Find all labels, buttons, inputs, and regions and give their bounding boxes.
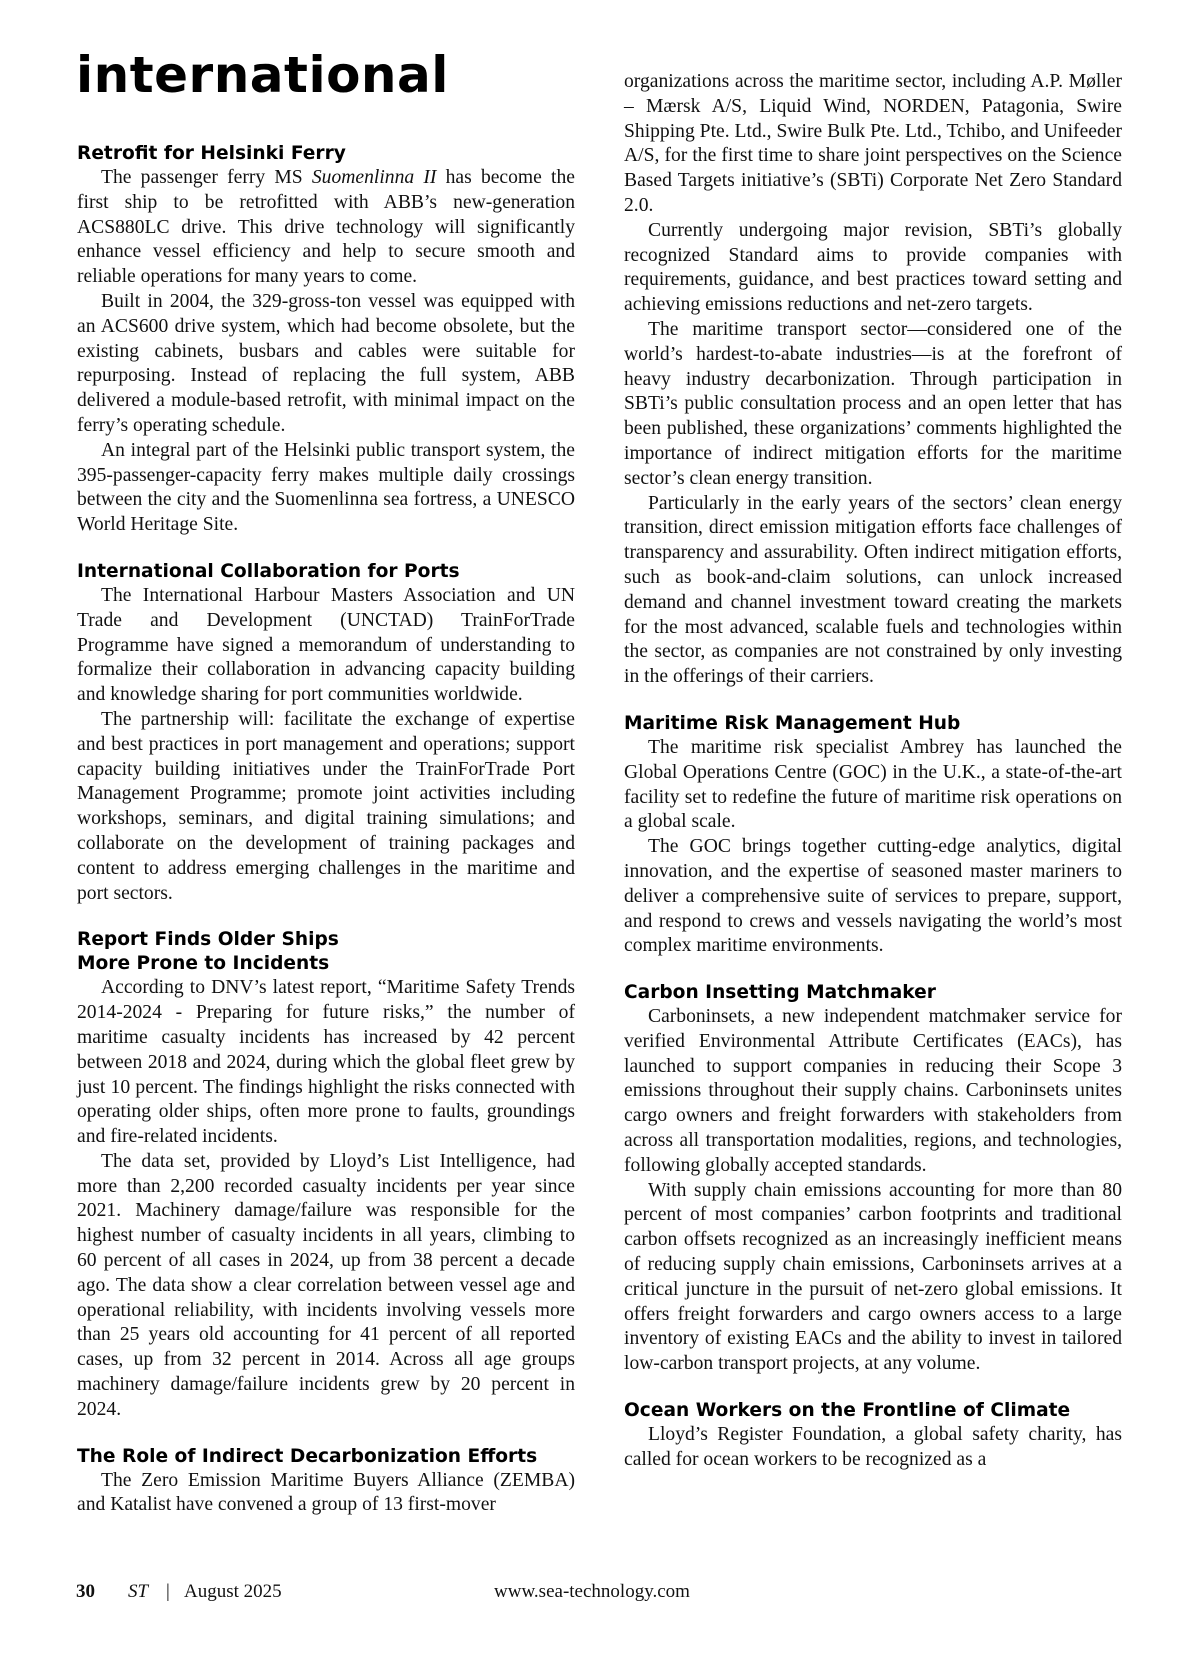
article-indirect-decarbonization-continued [624,70,1122,690]
article-headline [77,1445,575,1469]
article-ports-collaboration [77,560,575,906]
vessel-name: Suomenlinna II [311,167,437,188]
article-paragraph: The Zero Emission Maritime Buyers Alliance (ZEMBA) and Katalist have convened a group of 13 first-mover [77,1469,575,1516]
article-paragraph: Currently undergoing major revision, SBTi’s globally recognized Standard aims to provide companies with requirements, guidance, and best practices toward setting and achieving emissions reductions and net-zero targets. [624,219,1122,316]
article-paragraph: The partnership will: facilitate the exchange of expertise and best practices in port management and operations; support capacity building initiatives under the TrainForTrade Port Management Programme; promote joint activities including workshops, seminars, and digital training simulations; and collaborate on the development of training packages and content to address emerging challenges in the maritime and port sectors. [77,708,575,904]
page-number: 30 [76,1581,95,1602]
article-paragraph: The maritime transport sector—considered one of the world’s hardest-to-abate industries—is at the forefront of heavy industry decarbonization. Through participation in SBTi’s public consultation process and an open letter that has been published, these organizations’ comments highlighted the importance of indirect mitigation efforts for the maritime sector’s clean energy transition. [624,318,1122,489]
article-headline [624,1399,1122,1423]
article-paragraph: The maritime risk specialist Ambrey has launched the Global Operations Centre (GOC) in the U.K., a state-of-the-art facility set to redefine the future of maritime risk operations on a global scale. [624,736,1122,833]
page-footer [76,1581,796,1609]
article-paragraph: The GOC brings together cutting-edge analytics, digital innovation, and the expertise of seasoned master mariners to deliver a comprehensive suite of services to prepare, support, and respond to crews and vessels navigating the world’s most complex maritime environments. [624,836,1122,957]
headline-line: Ocean Workers on the Frontline of Climate [624,1400,1071,1422]
article-older-ships [77,928,575,1422]
article-carbon-insetting [624,981,1122,1377]
article-headline [77,142,575,166]
headline-line: International Collaboration for Ports [77,560,460,582]
right-column [624,70,1122,1495]
headline-line: Carbon Insetting Matchmaker [624,982,936,1004]
article-paragraph: According to DNV’s latest report, “Maritime Safety Trends 2014-2024 - Preparing for future risks,” the number of maritime casualty incidents has increased by 42 percent between 2018 and 2024, during which the global fleet grew by just 10 percent. The findings highlight the risks connected with operating older ships, often more prone to faults, groundings and fire-related incidents. [77,977,575,1148]
issue-date: August 2025 [184,1581,282,1602]
article-risk-hub [624,712,1122,959]
article-paragraph: With supply chain emissions accounting for more than 80 percent of most companies’ carbon footprints and traditional carbon offsets recognized as an increasingly inefficient means of reducing supply chain emissions, Carboninsets arrives at a critical juncture in the pursuit of net-zero global emissions. It offers freight forwarders and cargo owners access to a large inventory of existing EACs and the ability to invest in tailored low-carbon transport projects, at any volume. [624,1179,1122,1375]
article-paragraph: Carboninsets, a new independent matchmaker service for verified Environmental Attribute Certificates (EACs), has launched to support companies in reducing their Scope 3 emissions throughout their supply chains. Carboninsets unites cargo owners and freight forwarders with stakeholders from across all transportation modalities, regions, and technologies, following globally accepted standards. [624,1006,1122,1176]
article-paragraph: Lloyd’s Register Foundation, a global safety charity, has called for ocean workers to be recognized as a [624,1424,1122,1470]
headline-line: Maritime Risk Management Hub [624,712,961,734]
article-helsinki-ferry [77,142,575,538]
publication-abbrev: ST [128,1581,149,1602]
article-paragraph: Particularly in the early years of the sectors’ clean energy transition, direct emission mitigation efforts face challenges of transparency and assurability. Often indirect mitigation efforts, such as book-and-claim solutions, can unlock increased demand and channel investment toward creating the markets for the most advanced, scalable fuels and technologies within the sector, as companies are not constrained by only investing in the offerings of their carriers. [624,492,1122,688]
article-ocean-workers [624,1399,1122,1473]
article-indirect-decarbonization [77,1445,575,1519]
article-paragraph: The passenger ferry MS Suomenlinna II has become the first ship to be retrofitted with ABB’s new-generation ACS880LC drive. This drive technology will significantly enhance vessel efficiency and help to secure smooth and reliable operations for many years to come. [77,167,575,288]
headline-line: Report Finds Older Ships [77,929,339,951]
article-headline [77,560,575,584]
article-headline [624,712,1122,736]
article-headline [624,981,1122,1005]
article-paragraph: organizations across the maritime sector, including A.P. Møller – Mærsk A/S, Liquid Wind, NORDEN, Patagonia, Swire Shipping Pte. Ltd., Swire Bulk Pte. Ltd., Tchibo, and Unifeeder A/S, for the first time to share joint perspectives on the Science Based Targets initiative’s (SBTi) Corporate Net Zero Standard 2.0. [624,71,1122,216]
left-column [77,142,575,1540]
footer-separator: | [166,1581,170,1602]
article-paragraph: The International Harbour Masters Association and UN Trade and Development (UNCTAD) TrainForTrade Programme have signed a memorandum of understanding to formalize their collaboration in advancing capacity building and knowledge sharing for port communities worldwide. [77,584,575,706]
headline-line: Retrofit for Helsinki Ferry [77,143,346,164]
article-paragraph: Built in 2004, the 329-gross-ton vessel was equipped with an ACS600 drive system, which had become obsolete, but the existing cabinets, busbars and cables were suitable for repurposing. Instead of replacing the full system, ABB delivered a module-based retrofit, with minimal impact on the ferry’s operating schedule. [77,290,575,436]
article-paragraph: An integral part of the Helsinki public transport system, the 395-passenger-capacity ferry makes multiple daily crossings between the city and the Suomenlinna sea fortress, a UNESCO World Heritage Site. [77,439,575,536]
headline-line: More Prone to Incidents [77,953,330,975]
article-headline [77,928,575,976]
section-title: international [76,46,449,104]
article-paragraph: The data set, provided by Lloyd’s List Intelligence, had more than 2,200 recorded casualty incidents per year since 2021. Machinery damage/failure was responsible for the highest number of casualty incidents in all years, climbing to 60 percent of all cases in 2024, up from 38 percent a decade ago. The data show a clear correlation between vessel age and operational reliability, with incidents involving vessels more than 25 years old accounting for 41 percent of all reported cases, up from 32 percent in 2014. Across all age groups machinery damage/failure incidents grew by 20 percent in 2024. [77,1150,575,1420]
headline-line: The Role of Indirect Decarbonization Efforts [77,1445,538,1467]
website-url: www.sea-technology.com [494,1581,690,1602]
